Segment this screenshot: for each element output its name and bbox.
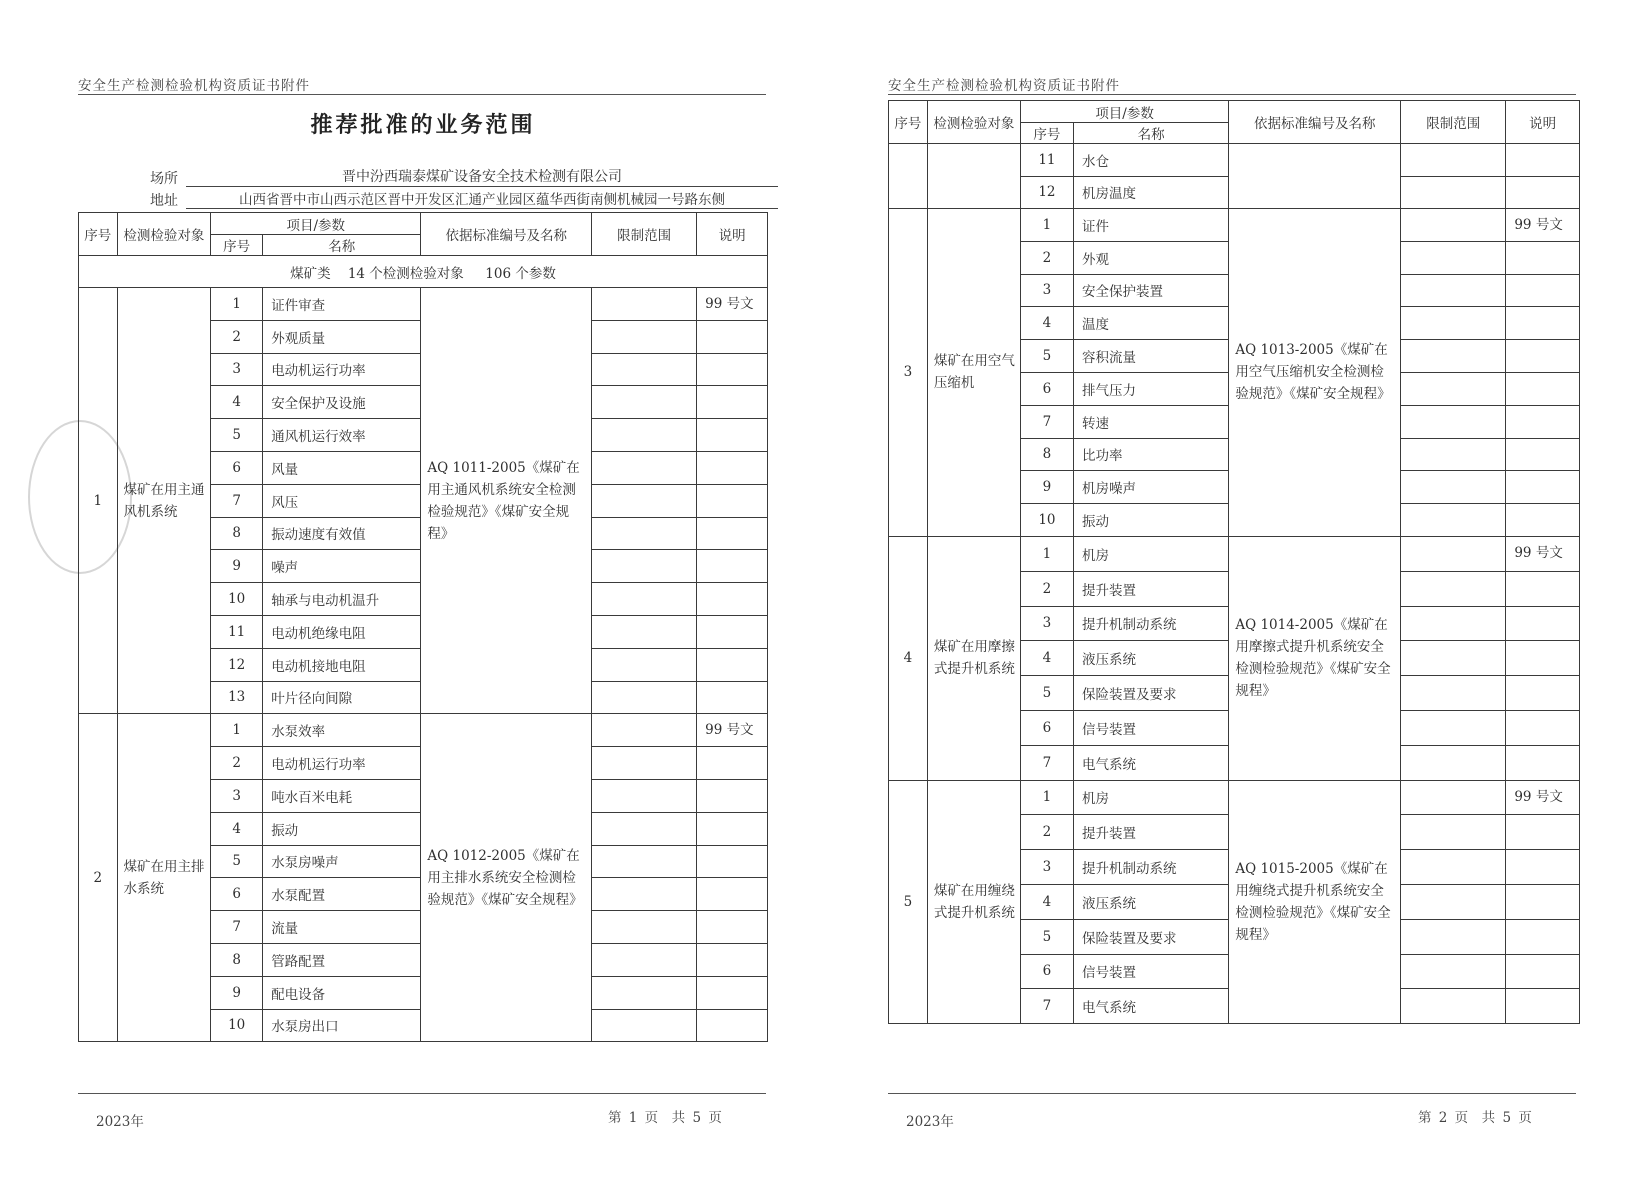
item-seq: 8 <box>1020 438 1073 471</box>
limit-cell <box>1401 745 1506 780</box>
note-cell <box>1506 850 1580 885</box>
item-seq: 4 <box>1020 641 1073 676</box>
page-header: 安全生产检测检验机构资质证书附件 <box>78 78 310 94</box>
limit-cell <box>592 747 697 780</box>
item-name: 振动 <box>263 812 421 845</box>
item-seq: 7 <box>211 484 263 517</box>
limit-cell <box>1401 954 1506 989</box>
note-cell <box>697 943 768 976</box>
category-summary <box>79 256 768 288</box>
header-seq: 序号 <box>79 213 118 256</box>
group-object: 煤矿在用缠绕式提升机系统 <box>927 780 1020 1024</box>
limit-cell <box>592 320 697 353</box>
note-cell <box>697 320 768 353</box>
group-note: 99 号文 <box>697 288 768 321</box>
group-standard: AQ 1015-2005《煤矿在用缠绕式提升机系统安全检测检验规范》《煤矿安全规程》 <box>1229 780 1401 1024</box>
item-seq: 11 <box>1020 144 1073 177</box>
address-value: 山西省晋中市山西示范区晋中开发区汇通产业园区蕴华西街南侧机械园一号路东侧 <box>186 188 778 209</box>
header-item-param: 项目/参数 <box>211 213 421 235</box>
item-name: 证件 <box>1073 209 1228 242</box>
limit-cell <box>592 517 697 550</box>
note-cell <box>697 353 768 386</box>
note-cell <box>697 419 768 452</box>
group-standard: AQ 1011-2005《煤矿在用主通风机系统安全检测检验规范》《煤矿安全规程》 <box>421 288 592 714</box>
limit-cell <box>1401 405 1506 438</box>
table-row <box>889 780 1580 815</box>
item-seq: 5 <box>1020 919 1073 954</box>
note-cell <box>1506 989 1580 1024</box>
limit-cell <box>1401 676 1506 711</box>
header-limit: 限制范围 <box>1401 101 1506 144</box>
item-seq: 8 <box>211 943 263 976</box>
note-cell <box>697 1009 768 1042</box>
note-cell <box>697 484 768 517</box>
item-name: 转速 <box>1073 405 1228 438</box>
limit-cell <box>1401 274 1506 307</box>
item-name: 液压系统 <box>1073 884 1228 919</box>
group-seq: 1 <box>79 288 118 714</box>
item-seq: 9 <box>211 976 263 1009</box>
item-name: 管路配置 <box>263 943 421 976</box>
note-cell <box>1506 241 1580 274</box>
table-row <box>889 536 1580 571</box>
limit-cell <box>592 812 697 845</box>
limit-cell <box>592 550 697 583</box>
item-name: 轴承与电动机温升 <box>263 583 421 616</box>
group-standard <box>1229 144 1401 209</box>
limit-cell <box>1401 471 1506 504</box>
limit-cell <box>1401 241 1506 274</box>
item-seq: 2 <box>1020 241 1073 274</box>
table-row <box>889 144 1580 177</box>
limit-cell <box>1401 850 1506 885</box>
limit-cell <box>592 845 697 878</box>
category-row <box>79 256 768 288</box>
group-note: 99 号文 <box>1506 780 1580 815</box>
note-cell <box>1506 919 1580 954</box>
limit-cell <box>1401 571 1506 606</box>
note-cell <box>1506 274 1580 307</box>
note-cell <box>697 648 768 681</box>
note-cell <box>697 747 768 780</box>
item-name: 提升装置 <box>1073 815 1228 850</box>
limit-cell <box>592 615 697 648</box>
item-seq: 9 <box>211 550 263 583</box>
limit-cell <box>592 353 697 386</box>
limit-cell <box>592 714 697 747</box>
item-name: 叶片径向间隙 <box>263 681 421 714</box>
footer-divider <box>888 1093 1576 1094</box>
item-seq: 3 <box>211 353 263 386</box>
item-seq: 4 <box>211 812 263 845</box>
item-name: 机房 <box>1073 536 1228 571</box>
limit-cell <box>1401 606 1506 641</box>
limit-cell <box>592 1009 697 1042</box>
note-cell <box>697 845 768 878</box>
group-object: 煤矿在用主通风机系统 <box>117 288 211 714</box>
limit-cell <box>1401 176 1506 209</box>
limit-cell <box>1401 780 1506 815</box>
group-seq: 2 <box>79 714 118 1042</box>
note-cell <box>1506 176 1580 209</box>
note-cell <box>1506 340 1580 373</box>
header-item-seq: 序号 <box>211 235 263 256</box>
page-title: 推荐批准的业务范围 <box>310 112 536 138</box>
table-row <box>79 714 768 747</box>
limit-cell <box>1401 536 1506 571</box>
footer-divider <box>78 1093 766 1094</box>
site-label: 场所 <box>150 171 178 187</box>
site-value: 晋中汾西瑞泰煤矿设备安全技术检测有限公司 <box>186 166 778 187</box>
item-seq: 10 <box>1020 504 1073 537</box>
note-cell <box>697 911 768 944</box>
limit-cell <box>1401 815 1506 850</box>
header-note: 说明 <box>697 213 768 256</box>
note-cell <box>1506 606 1580 641</box>
note-cell <box>697 976 768 1009</box>
header-item-name: 名称 <box>1073 123 1228 144</box>
note-cell <box>1506 405 1580 438</box>
item-name: 电动机接地电阻 <box>263 648 421 681</box>
item-seq: 7 <box>1020 989 1073 1024</box>
group-object: 煤矿在用摩擦式提升机系统 <box>927 536 1020 780</box>
item-name: 水仓 <box>1073 144 1228 177</box>
note-cell <box>697 878 768 911</box>
limit-cell <box>1401 438 1506 471</box>
item-name: 吨水百米电耗 <box>263 779 421 812</box>
note-cell <box>697 451 768 484</box>
group-object: 煤矿在用主排水系统 <box>117 714 211 1042</box>
item-name: 信号装置 <box>1073 710 1228 745</box>
group-seq: 5 <box>889 780 928 1024</box>
item-seq: 1 <box>1020 780 1073 815</box>
table-row <box>889 209 1580 242</box>
item-seq: 6 <box>211 451 263 484</box>
item-name: 电动机运行功率 <box>263 353 421 386</box>
item-seq: 7 <box>1020 745 1073 780</box>
note-cell <box>1506 676 1580 711</box>
note-cell <box>1506 504 1580 537</box>
limit-cell <box>592 288 697 321</box>
group-standard: AQ 1013-2005《煤矿在用空气压缩机安全检测检验规范》《煤矿安全规程》 <box>1229 209 1401 537</box>
limit-cell <box>1401 710 1506 745</box>
item-name: 外观 <box>1073 241 1228 274</box>
item-name: 液压系统 <box>1073 641 1228 676</box>
item-name: 风压 <box>263 484 421 517</box>
item-name: 流量 <box>263 911 421 944</box>
table-row <box>79 288 768 321</box>
limit-cell <box>1401 884 1506 919</box>
group-seq <box>889 144 928 209</box>
item-name: 提升机制动系统 <box>1073 850 1228 885</box>
item-name: 电气系统 <box>1073 989 1228 1024</box>
item-name: 配电设备 <box>263 976 421 1009</box>
item-seq: 1 <box>1020 536 1073 571</box>
note-cell <box>697 779 768 812</box>
item-name: 容积流量 <box>1073 340 1228 373</box>
note-cell <box>1506 641 1580 676</box>
limit-cell <box>1401 209 1506 242</box>
item-seq: 7 <box>1020 405 1073 438</box>
note-cell <box>697 550 768 583</box>
item-seq: 6 <box>1020 954 1073 989</box>
limit-cell <box>592 419 697 452</box>
limit-cell <box>1401 307 1506 340</box>
item-seq: 5 <box>1020 676 1073 711</box>
item-name: 机房噪声 <box>1073 471 1228 504</box>
item-name: 证件审查 <box>263 288 421 321</box>
item-name: 噪声 <box>263 550 421 583</box>
item-seq: 3 <box>1020 850 1073 885</box>
item-seq: 4 <box>1020 884 1073 919</box>
limit-cell <box>592 386 697 419</box>
footer-page-number: 第 2 页 共 5 页 <box>1418 1110 1532 1126</box>
header-note: 说明 <box>1506 101 1580 144</box>
item-seq: 1 <box>211 714 263 747</box>
category-param-count: 106 个参数 <box>485 265 556 282</box>
note-cell <box>1506 372 1580 405</box>
limit-cell <box>592 878 697 911</box>
group-seq: 4 <box>889 536 928 780</box>
address-label: 地址 <box>150 193 178 209</box>
limit-cell <box>592 976 697 1009</box>
note-cell <box>1506 954 1580 989</box>
header-limit: 限制范围 <box>592 213 697 256</box>
item-seq: 2 <box>1020 571 1073 606</box>
footer-year: 2023年 <box>96 1114 144 1130</box>
item-name: 振动速度有效值 <box>263 517 421 550</box>
note-cell <box>1506 815 1580 850</box>
header-seq: 序号 <box>889 101 928 144</box>
limit-cell <box>1401 919 1506 954</box>
note-cell <box>1506 710 1580 745</box>
item-seq: 2 <box>1020 815 1073 850</box>
item-name: 安全保护装置 <box>1073 274 1228 307</box>
note-cell <box>697 615 768 648</box>
limit-cell <box>592 451 697 484</box>
limit-cell <box>592 484 697 517</box>
header-divider <box>888 94 1576 95</box>
item-name: 机房 <box>1073 780 1228 815</box>
limit-cell <box>1401 504 1506 537</box>
item-name: 风量 <box>263 451 421 484</box>
limit-cell <box>1401 641 1506 676</box>
item-name: 排气压力 <box>1073 372 1228 405</box>
header-divider <box>78 94 766 95</box>
item-name: 水泵房出口 <box>263 1009 421 1042</box>
limit-cell <box>1401 340 1506 373</box>
item-name: 电动机运行功率 <box>263 747 421 780</box>
note-cell <box>697 681 768 714</box>
note-cell <box>1506 884 1580 919</box>
limit-cell <box>1401 989 1506 1024</box>
group-standard: AQ 1012-2005《煤矿在用主排水系统安全检测检验规范》《煤矿安全规程》 <box>421 714 592 1042</box>
item-seq: 10 <box>211 583 263 616</box>
item-seq: 13 <box>211 681 263 714</box>
limit-cell <box>592 943 697 976</box>
item-name: 水泵配置 <box>263 878 421 911</box>
header-object: 检测检验对象 <box>927 101 1020 144</box>
item-seq: 5 <box>211 845 263 878</box>
header-standard: 依据标准编号及名称 <box>1229 101 1401 144</box>
item-name: 保险装置及要求 <box>1073 919 1228 954</box>
note-cell <box>1506 144 1580 177</box>
limit-cell <box>1401 372 1506 405</box>
page-header: 安全生产检测检验机构资质证书附件 <box>888 78 1120 94</box>
note-cell <box>1506 471 1580 504</box>
group-note: 99 号文 <box>697 714 768 747</box>
item-name: 电气系统 <box>1073 745 1228 780</box>
item-seq: 6 <box>211 878 263 911</box>
item-name: 温度 <box>1073 307 1228 340</box>
group-note: 99 号文 <box>1506 209 1580 242</box>
note-cell <box>697 812 768 845</box>
limit-cell <box>592 648 697 681</box>
item-name: 水泵效率 <box>263 714 421 747</box>
note-cell <box>1506 745 1580 780</box>
item-seq: 9 <box>1020 471 1073 504</box>
group-standard: AQ 1014-2005《煤矿在用摩擦式提升机系统安全检测检验规范》《煤矿安全规程》 <box>1229 536 1401 780</box>
note-cell <box>697 386 768 419</box>
item-seq: 1 <box>211 288 263 321</box>
footer-year: 2023年 <box>906 1114 954 1130</box>
item-seq: 1 <box>1020 209 1073 242</box>
category-object-count: 14 个检测检验对象 <box>347 265 464 282</box>
item-seq: 6 <box>1020 710 1073 745</box>
table-header-row <box>79 213 768 235</box>
item-name: 安全保护及设施 <box>263 386 421 419</box>
limit-cell <box>592 779 697 812</box>
limit-cell <box>1401 144 1506 177</box>
limit-cell <box>592 583 697 616</box>
item-seq: 2 <box>211 747 263 780</box>
item-name: 提升装置 <box>1073 571 1228 606</box>
category-name: 煤矿类 <box>290 265 331 282</box>
item-name: 电动机绝缘电阻 <box>263 615 421 648</box>
item-name: 信号装置 <box>1073 954 1228 989</box>
footer-page-number: 第 1 页 共 5 页 <box>608 1110 722 1126</box>
scope-table-page-1 <box>78 212 768 1042</box>
item-name: 水泵房噪声 <box>263 845 421 878</box>
item-seq: 6 <box>1020 372 1073 405</box>
item-name: 振动 <box>1073 504 1228 537</box>
header-standard: 依据标准编号及名称 <box>421 213 592 256</box>
note-cell <box>1506 571 1580 606</box>
item-seq: 5 <box>211 419 263 452</box>
item-seq: 3 <box>211 779 263 812</box>
item-seq: 10 <box>211 1009 263 1042</box>
table-header-row <box>889 101 1580 123</box>
limit-cell <box>592 681 697 714</box>
item-seq: 3 <box>1020 274 1073 307</box>
group-object: 煤矿在用空气压缩机 <box>927 209 1020 537</box>
item-name: 通风机运行效率 <box>263 419 421 452</box>
item-seq: 8 <box>211 517 263 550</box>
group-object <box>927 144 1020 209</box>
item-seq: 4 <box>1020 307 1073 340</box>
header-item-name: 名称 <box>263 235 421 256</box>
note-cell <box>1506 307 1580 340</box>
item-name: 保险装置及要求 <box>1073 676 1228 711</box>
item-seq: 12 <box>1020 176 1073 209</box>
item-seq: 11 <box>211 615 263 648</box>
header-item-seq: 序号 <box>1020 123 1073 144</box>
group-seq: 3 <box>889 209 928 537</box>
item-seq: 5 <box>1020 340 1073 373</box>
header-item-param: 项目/参数 <box>1020 101 1229 123</box>
note-cell <box>1506 438 1580 471</box>
group-note: 99 号文 <box>1506 536 1580 571</box>
item-seq: 7 <box>211 911 263 944</box>
note-cell <box>697 583 768 616</box>
item-seq: 3 <box>1020 606 1073 641</box>
item-name: 外观质量 <box>263 320 421 353</box>
item-seq: 12 <box>211 648 263 681</box>
item-name: 提升机制动系统 <box>1073 606 1228 641</box>
item-name: 比功率 <box>1073 438 1228 471</box>
header-object: 检测检验对象 <box>117 213 211 256</box>
scope-table-page-2 <box>888 100 1580 1024</box>
item-name: 机房温度 <box>1073 176 1228 209</box>
note-cell <box>697 517 768 550</box>
limit-cell <box>592 911 697 944</box>
item-seq: 2 <box>211 320 263 353</box>
item-seq: 4 <box>211 386 263 419</box>
